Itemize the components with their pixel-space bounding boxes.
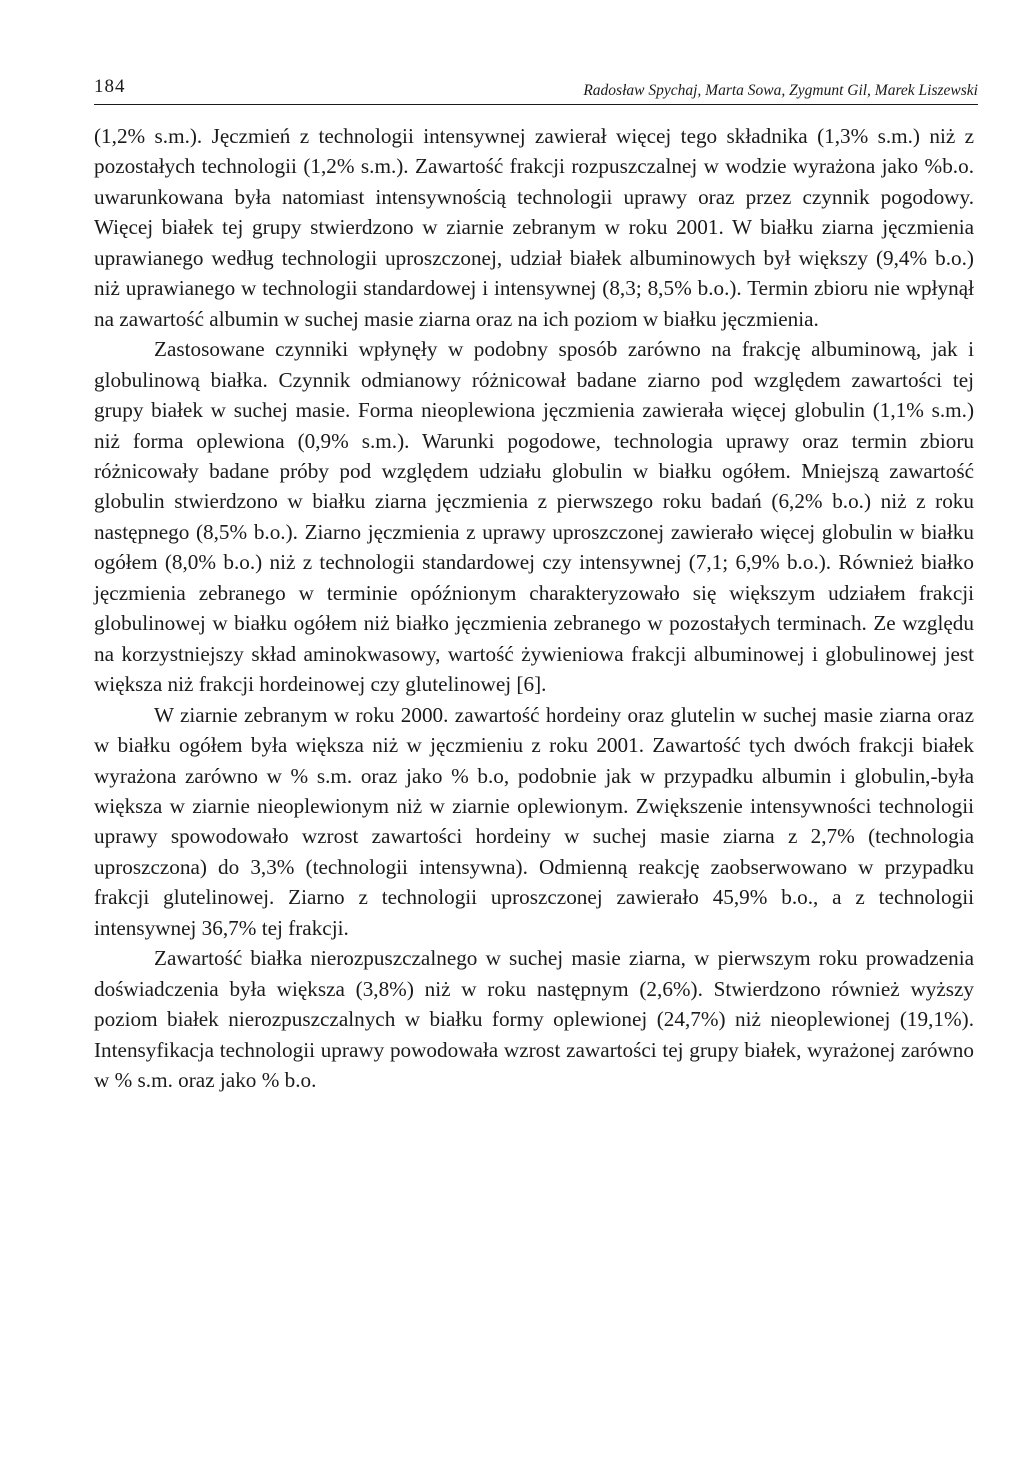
- paragraph-hordein-glutelin: W ziarnie zebranym w roku 2000. zawartość hordeiny oraz glutelin w suchej masie ziarna oraz w białku ogółem była większa niż w jęczmieniu z roku 2001. Zawartość tych dwóch frakcji białek wyrażona zarówno w % s.m. oraz jako % b.o, podobnie jak w przypadku albumin i globulin,-była większa w ziarnie nieoplewionym niż w ziarnie oplewionym. Zwiększenie intensywności technologii uprawy spowodowało wzrost zawartości hordeiny w suchej masie ziarna z 2,7% (technologia uproszczona) do 3,3% (technologii intensywna). Odmienną reakcję zaobserwowano w przypadku frakcji glutelinowej. Ziarno z technologii uproszczonej zawierało 45,9% b.o., a z technologii intensywnej 36,7% tej frakcji.: [94, 702, 974, 940]
- running-head-authors: Radosław Spychaj, Marta Sowa, Zygmunt Gil, Marek Liszewski: [583, 82, 978, 99]
- page-number: 184: [94, 76, 126, 97]
- header-rule: [94, 104, 978, 105]
- paragraph-insoluble-protein: Zawartość białka nierozpuszczalnego w suchej masie ziarna, w pierwszym roku prowadzenia doświadczenia była większa (3,8%) niż w roku następnym (2,6%). Stwierdzono również wyższy poziom białek nierozpuszczalnych w białku formy oplewionej (24,7%) niż nieoplewionej (19,1%). Intensyfikacja technologii uprawy powodowała wzrost zawartości tej grupy białek, wyrażonej zarówno w % s.m. oraz jako % b.o.: [94, 946, 974, 1093]
- paragraph-continued: (1,2% s.m.). Jęczmień z technologii intensywnej zawierał więcej tego składnika (1,3% s.m.) niż z pozostałych technologii (1,2% s.m.). Zawartość frakcji rozpuszczalnej w wodzie wyrażona jako %b.o. uwarunkowana była natomiast intensywnością technologii uprawy oraz przez czynnik pogodowy. Więcej białek tej grupy stwierdzono w ziarnie zebranym w roku 2001. W białku ziarna jęczmienia uprawianego według technologii uproszczonej, udział białek albuminowych był większy (9,4% b.o.) niż uprawianego w technologii standardowej i intensywnej (8,3; 8,5% b.o.). Termin zbioru nie wpłynął na zawartość albumin w suchej masie ziarna oraz na ich poziom w białku jęczmienia.: [94, 124, 974, 331]
- paragraph-globulin: Zastosowane czynniki wpłynęły w podobny sposób zarówno na frakcję albuminową, jak i globulinową białka. Czynnik odmianowy różnicował badane ziarno pod względem zawartości tej grupy białek w suchej masie. Forma nieoplewiona jęczmienia zawierała więcej globulin (1,1% s.m.) niż forma oplewiona (0,9% s.m.). Warunki pogodowe, technologia uprawy oraz termin zbioru różnicowały badane próby pod względem udziału globulin w białku ogółem. Mniejszą zawartość globulin stwierdzono w białku ziarna jęczmienia z pierwszego roku badań (6,2% b.o.) niż z roku następnego (8,5% b.o.). Ziarno jęczmienia z uprawy uproszczonej zawierało więcej globulin w białku ogółem (8,0% b.o.) niż z technologii standardowej czy intensywnej (7,1; 6,9% b.o.). Również białko jęczmienia zebranego w terminie opóźnionym charakteryzowało się większym udziałem frakcji globulinowej w białku ogółem niż białko jęczmienia zebranego w pozostałych terminach. Ze względu na korzystniejszy skład aminokwasowy, wartość żywieniowa frakcji albuminowej i globulinowej jest większa niż frakcji hordeinowej czy glutelinowej [6].: [94, 337, 974, 697]
- body-text: [94, 121, 974, 1096]
- page-header: [94, 76, 978, 108]
